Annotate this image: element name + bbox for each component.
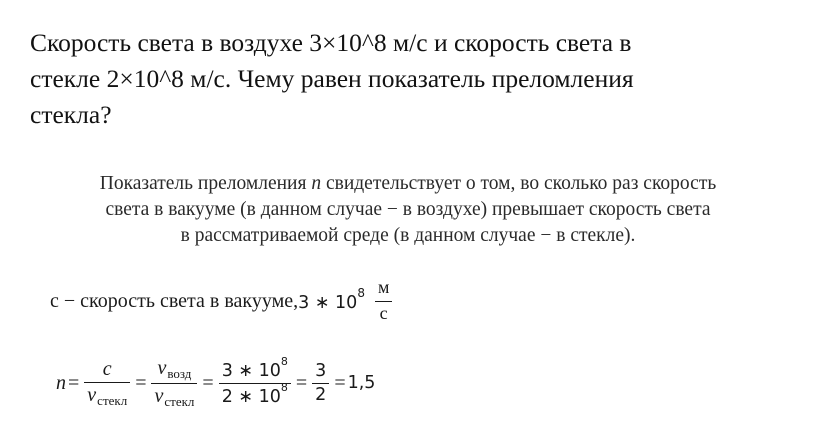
speed-definition-text: с − скорость света в вакууме, bbox=[50, 289, 299, 312]
explanation-line-1-start: Показатель преломления bbox=[99, 173, 312, 194]
fraction-numerator bbox=[154, 358, 194, 381]
speed-value-base: 3 ∗ 10 bbox=[298, 292, 358, 313]
fraction-bar bbox=[151, 383, 197, 384]
question-line-1: Скорость света в воздухе 3×10^8 м/с и скорость света в bbox=[30, 28, 632, 57]
explanation-line-3: в рассматриваемой среде (в данном случае − в стекле). bbox=[180, 225, 636, 246]
question-text bbox=[30, 25, 800, 133]
fraction-denominator bbox=[219, 380, 291, 407]
fraction-denominator: 2 bbox=[315, 384, 327, 405]
fraction-numerator: 3 bbox=[315, 361, 327, 382]
unit-denominator: с bbox=[379, 302, 388, 323]
fraction-bar bbox=[312, 383, 329, 384]
explanation-line-1 bbox=[18, 171, 798, 197]
denominator-base: 2 ∗ 10 bbox=[221, 386, 281, 407]
fraction-denominator bbox=[151, 386, 197, 409]
fraction-denominator bbox=[84, 385, 130, 408]
numerator-base: 3 ∗ 10 bbox=[221, 361, 281, 382]
formula-result: 1,5 bbox=[347, 373, 376, 393]
question-line-2: стекле 2×10^8 м/с. Чему равен показатель преломления bbox=[30, 64, 634, 93]
speed-of-light-definition bbox=[50, 276, 395, 326]
refraction-formula bbox=[56, 353, 375, 413]
explanation-text bbox=[18, 171, 798, 249]
fraction-velocity-ratio bbox=[151, 358, 197, 408]
fraction-bar bbox=[84, 382, 130, 383]
explanation-line-2: света в вакууме (в данном случае − в воздухе) превышает скорость света bbox=[105, 199, 711, 220]
velocity-subscript: стекл bbox=[164, 393, 195, 409]
unit-numerator: м bbox=[377, 276, 390, 297]
velocity-symbol: v bbox=[154, 384, 164, 407]
speed-value-exponent: 8 bbox=[357, 285, 365, 300]
fraction-numeric-values bbox=[219, 355, 291, 407]
velocity-symbol: v bbox=[87, 383, 97, 406]
formula-lhs: n bbox=[56, 371, 66, 394]
fraction-three-halves bbox=[312, 362, 329, 404]
speed-unit-fraction bbox=[375, 276, 392, 323]
fraction-numerator bbox=[219, 355, 291, 382]
velocity-symbol: v bbox=[157, 356, 167, 379]
fraction-numerator: c bbox=[102, 357, 112, 380]
denominator-exponent: 8 bbox=[280, 380, 288, 394]
equals-sign: = bbox=[68, 371, 80, 394]
speed-value bbox=[298, 285, 365, 313]
equals-sign: = bbox=[334, 371, 346, 394]
question-line-3: стекла? bbox=[30, 100, 112, 129]
equals-sign: = bbox=[295, 371, 308, 394]
explanation-line-1-end: свидетельствует о том, во сколько раз скорость bbox=[321, 173, 717, 194]
fraction-c-over-v bbox=[84, 359, 130, 408]
velocity-subscript: возд bbox=[167, 365, 192, 381]
velocity-subscript: стекл bbox=[97, 392, 128, 408]
equals-sign: = bbox=[135, 371, 147, 394]
equals-sign: = bbox=[202, 371, 214, 394]
numerator-exponent: 8 bbox=[280, 355, 288, 369]
refraction-index-symbol: n bbox=[311, 173, 322, 194]
fraction-bar bbox=[375, 301, 392, 302]
